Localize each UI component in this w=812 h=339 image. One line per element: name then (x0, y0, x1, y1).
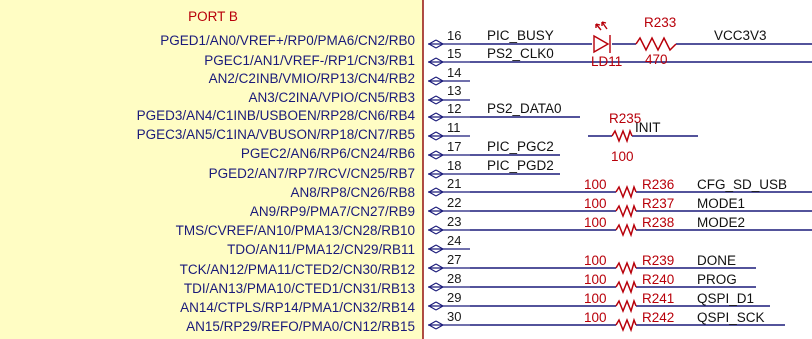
net-label-pic-pgd2: PIC_PGD2 (487, 158, 554, 173)
r236-ref: R236 (642, 177, 675, 192)
pin-label-rb10: TMS/CVREF/AN10/PMA13/CN28/RB10 (175, 223, 415, 238)
resistor-r240 (616, 282, 636, 292)
net-label-vcc3v3: VCC3V3 (714, 28, 767, 43)
pin-label-rb2: AN2/C2INB/VMIO/RP13/CN4/RB2 (208, 71, 415, 86)
r242-value: 100 (584, 310, 607, 325)
r241-value: 100 (584, 291, 607, 306)
r239-value: 100 (584, 253, 607, 268)
net-label-qspi-sck: QSPI_SCK (697, 310, 765, 325)
led-ld11 (594, 22, 610, 53)
resistor-r237 (616, 206, 636, 216)
pin-label-rb3: AN3/C2INA/VPIO/CN5/RB3 (248, 90, 415, 105)
pin-number-17: 17 (447, 139, 462, 154)
pin-label-rb5: PGEC3/AN5/C1INA/VBUSON/RP18/CN7/RB5 (136, 127, 415, 142)
resistor-r233 (636, 38, 676, 50)
led-ref-label: LD11 (591, 54, 623, 69)
r237-value: 100 (584, 196, 607, 211)
pin-label-rb14: AN14/CTPLS/RP14/PMA1/CN32/RB14 (180, 300, 415, 315)
r236-value: 100 (584, 177, 607, 192)
r233-ref: R233 (644, 15, 677, 30)
net-label-init: INIT (635, 120, 661, 135)
pin-label-rb12: TCK/AN12/PMA11/CTED2/CN30/RB12 (179, 262, 415, 277)
pin-number-11: 11 (447, 120, 461, 135)
pin-number-22: 22 (447, 195, 462, 210)
net-label-mode1: MODE1 (697, 196, 746, 211)
pin-number-28: 28 (447, 271, 462, 286)
resistor-r235 (612, 131, 632, 141)
pin-label-rb6: PGEC2/AN6/RP6/CN24/RB6 (240, 146, 415, 161)
net-label-done: DONE (697, 253, 737, 268)
pin-label-rb15: AN15/RP29/REFO/PMA0/CN12/RB15 (186, 319, 415, 334)
r237-ref: R237 (642, 196, 675, 211)
r241-ref: R241 (642, 291, 675, 306)
pin-label-rb1: PGEC1/AN1/VREF-/RP1/CN3/RB1 (204, 53, 415, 68)
pin-arrows (429, 40, 443, 329)
pin-number-14: 14 (447, 65, 462, 80)
pin-number-23: 23 (447, 214, 462, 229)
pin-label-rb4: PGED3/AN4/C1INB/USBOEN/RP28/CN6/RB4 (136, 108, 415, 123)
resistor-r241 (616, 301, 636, 311)
resistor-r239 (616, 263, 636, 273)
r242-ref: R242 (642, 310, 675, 325)
pin-label-rb11: TDO/AN11/PMA12/CN29/RB11 (227, 242, 415, 257)
r238-value: 100 (584, 215, 607, 230)
pin-label-rb7: PGED2/AN7/RP7/RCV/CN25/RB7 (208, 166, 415, 181)
pin-number-13: 13 (447, 83, 462, 98)
r240-value: 100 (584, 272, 607, 287)
pin-number-12: 12 (447, 101, 462, 116)
pin-number-29: 29 (447, 290, 462, 305)
net-label-cfg-sd-usb: CFG_SD_USB (697, 177, 788, 192)
pin-number-27: 27 (447, 252, 462, 267)
pin-label-rb9: AN9/RP9/PMA7/CN27/RB9 (249, 204, 415, 219)
r235-value: 100 (611, 149, 634, 164)
r235-ref: R235 (609, 111, 642, 126)
r240-ref: R240 (642, 272, 675, 287)
net-label-ps2-clk0: PS2_CLK0 (487, 46, 554, 61)
pin-number-21: 21 (447, 176, 462, 191)
net-label-prog: PROG (697, 272, 737, 287)
pin-label-rb13: TDI/AN13/PMA10/CTED1/CN31/RB13 (183, 281, 415, 296)
pin-number-30: 30 (447, 309, 462, 324)
r238-ref: R238 (642, 215, 675, 230)
pin-number-24: 24 (447, 233, 462, 248)
pin-label-rb0: PGED1/AN0/VREF+/RP0/PMA6/CN2/RB0 (160, 33, 415, 48)
net-label-ps2-data0: PS2_DATA0 (487, 101, 562, 116)
pin-label-rb8: AN8/RP8/CN26/RB8 (290, 185, 415, 200)
port-title: PORT B (188, 9, 238, 24)
pin-number-18: 18 (447, 158, 462, 173)
pin-number-15: 15 (447, 46, 462, 61)
r239-ref: R239 (642, 253, 675, 268)
r233-value: 470 (645, 52, 668, 67)
pin-number-16: 16 (447, 28, 462, 43)
resistor-r242 (616, 320, 636, 330)
net-label-pic-busy: PIC_BUSY (487, 28, 554, 43)
resistor-r236 (616, 187, 636, 197)
net-label-qspi-d1: QSPI_D1 (697, 291, 755, 306)
net-label-pic-pgc2: PIC_PGC2 (487, 139, 554, 154)
resistor-r238 (616, 225, 636, 235)
net-label-mode2: MODE2 (697, 215, 746, 230)
